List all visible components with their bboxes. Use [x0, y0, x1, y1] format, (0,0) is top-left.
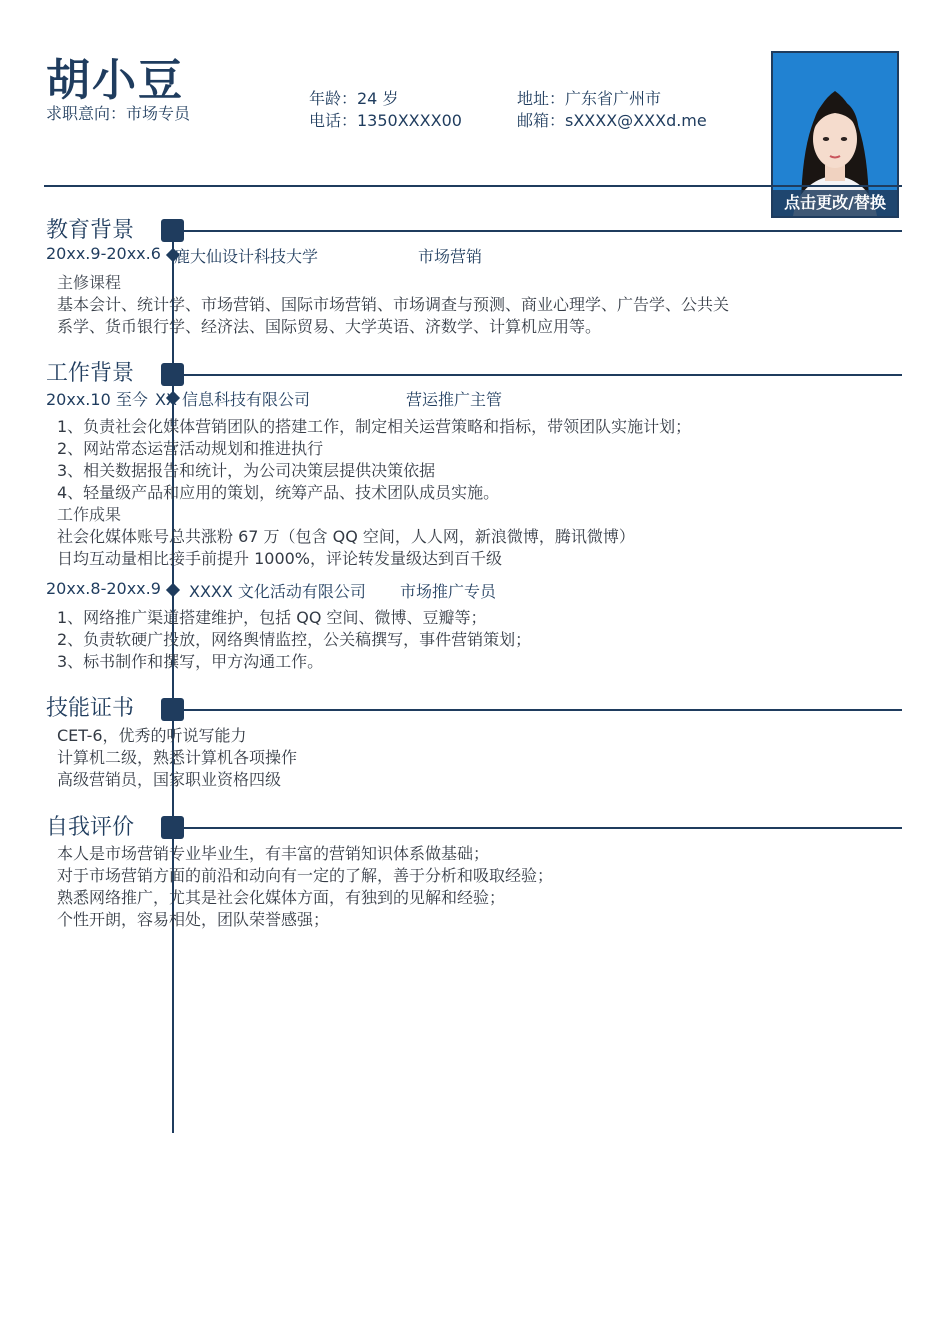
job-duty: 1、负责社会化媒体营销团队的搭建工作，制定相关运营策略和指标，带领团队实施计划； — [57, 417, 692, 436]
job-period: 20xx.8-20xx.9 — [46, 579, 161, 598]
job-duty: 2、网站常态运营活动规划和推进执行 — [57, 439, 324, 458]
skill-item: CET-6，优秀的听说写能力 — [57, 726, 247, 745]
job-result: 日均互动量相比接手前提升 1000%，评论转发量级达到百千级 — [57, 549, 503, 568]
header-divider — [44, 185, 902, 187]
job-company: XXXX 文化活动有限公司 — [189, 582, 366, 601]
self-item: 本人是市场营销专业毕业生，有丰富的营销知识体系做基础； — [57, 844, 490, 863]
education-major: 市场营销 — [418, 247, 483, 266]
phone-info: 电话：1350XXXX00 — [309, 111, 462, 130]
skill-item: 高级营销员，国家职业资格四级 — [57, 770, 282, 789]
job-company: XX 信息科技有限公司 — [155, 390, 311, 409]
job-duty: 3、标书制作和撰写，甲方沟通工作。 — [57, 652, 324, 671]
candidate-name: 胡小豆 — [46, 55, 184, 106]
age-info: 年龄：24 岁 — [309, 89, 399, 108]
self-item: 熟悉网络推广，尤其是社会化媒体方面，有独到的见解和经验； — [57, 888, 506, 907]
courses-line: 基本会计、统计学、市场营销、国际市场营销、市场调查与预测、商业心理学、广告学、公共关 — [57, 295, 730, 314]
section-marker-self — [161, 816, 184, 839]
job-intent: 求职意向：市场专员 — [46, 104, 191, 123]
education-school: 鹿大仙设计科技大学 — [174, 247, 319, 266]
section-line-work — [174, 374, 902, 376]
job-period: 20xx.10 至今 — [46, 390, 148, 409]
job-duty: 1、网络推广渠道搭建维护，包括 QQ 空间、微博、豆瓣等； — [57, 608, 487, 627]
job-role: 市场推广专员 — [400, 582, 497, 601]
skill-item: 计算机二级，熟悉计算机各项操作 — [57, 748, 298, 767]
change-photo-button[interactable]: 点击更改/替换 — [773, 190, 897, 216]
courses-line: 系学、货币银行学、经济法、国际贸易、大学英语、济数学、计算机应用等。 — [57, 317, 602, 336]
address-info: 地址：广东省广州市 — [517, 89, 662, 108]
results-label: 工作成果 — [57, 505, 122, 524]
profile-photo[interactable] — [771, 51, 899, 218]
section-line-self — [174, 827, 902, 829]
email-info: 邮箱：sXXXX@XXXd.me — [517, 111, 707, 130]
section-marker-work — [161, 363, 184, 386]
section-title-skills: 技能证书 — [46, 696, 135, 721]
section-title-self: 自我评价 — [46, 815, 135, 840]
job-duty: 3、相关数据报告和统计，为公司决策层提供决策依据 — [57, 461, 436, 480]
self-item: 对于市场营销方面的前沿和动向有一定的了解，善于分析和吸取经验； — [57, 866, 554, 885]
timeline-node — [166, 583, 180, 597]
job-duty: 4、轻量级产品和应用的策划，统筹产品、技术团队成员实施。 — [57, 483, 500, 502]
section-title-work: 工作背景 — [46, 361, 135, 386]
job-result: 社会化媒体账号总共涨粉 67 万（包含 QQ 空间，人人网，新浪微博，腾讯微博） — [57, 527, 635, 546]
section-line-education — [174, 230, 902, 232]
job-role: 营运推广主管 — [406, 390, 503, 409]
section-marker-education — [161, 219, 184, 242]
job-duty: 2、负责软硬广投放，网络舆情监控，公关稿撰写，事件营销策划； — [57, 630, 532, 649]
section-marker-skills — [161, 698, 184, 721]
education-period: 20xx.9-20xx.6 — [46, 244, 161, 263]
courses-label: 主修课程 — [57, 273, 122, 292]
section-line-skills — [174, 709, 902, 711]
section-title-education: 教育背景 — [46, 218, 135, 243]
self-item: 个性开朗，容易相处，团队荣誉感强； — [57, 910, 330, 929]
